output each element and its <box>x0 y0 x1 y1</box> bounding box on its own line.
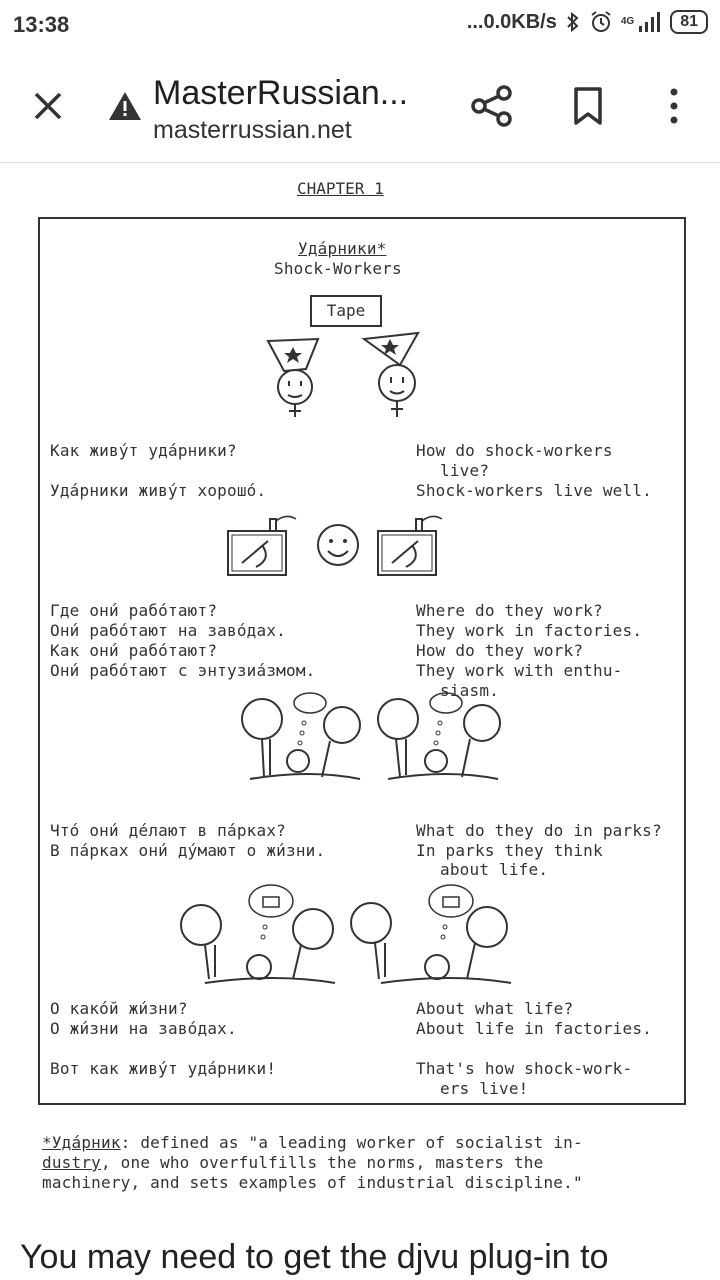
en-line-8: siasm. <box>440 681 499 700</box>
en-line-13: About life in factories. <box>416 1019 652 1038</box>
ru-line-7: Что́ они́ де́лают в па́рках? <box>50 821 286 840</box>
en-line-11: about life. <box>440 860 549 879</box>
ru-line-9: О како́й жи́зни? <box>50 999 188 1018</box>
ru-line-4: Они́ рабо́тают на заво́дах. <box>50 621 286 640</box>
signal-icon <box>638 12 662 32</box>
footnote-term: *Уда́рник <box>42 1133 121 1152</box>
network-gen: 4G <box>620 16 635 27</box>
lesson-title-ru: Уда́рники* <box>298 239 387 258</box>
status-time: 13:38 <box>13 12 70 37</box>
en-line-15: ers live! <box>440 1079 529 1098</box>
chapter-heading: CHAPTER 1 <box>297 179 384 198</box>
bluetooth-icon <box>565 11 581 33</box>
status-bar <box>0 0 720 52</box>
page-body-text: You may need to get the djvu plug-in to <box>20 1238 609 1276</box>
ru-line-10: О жи́зни на заво́дах. <box>50 1019 237 1038</box>
en-line-7: They work with enthu- <box>416 661 623 680</box>
footnote-line-2-start: dustry <box>42 1153 101 1172</box>
park-thinkers-illustration <box>230 689 510 789</box>
en-line-1: How do shock-workers <box>416 441 613 460</box>
browser-toolbar <box>0 52 720 163</box>
footnote-line-3: machinery, and sets examples of industrial discipline." <box>42 1173 583 1192</box>
net-speed: ...0.0KB/s <box>466 10 557 33</box>
warning-icon[interactable] <box>108 90 142 122</box>
footnote-line-1: : defined as "a leading worker of socialist in- <box>120 1133 583 1152</box>
share-icon[interactable] <box>470 84 514 128</box>
ru-line-1: Как живу́т уда́рники? <box>50 441 237 460</box>
en-line-4: Where do they work? <box>416 601 603 620</box>
lesson-frame <box>38 217 686 1105</box>
page-title: MasterRussian... <box>153 74 409 112</box>
en-line-3: Shock-workers live well. <box>416 481 652 500</box>
footnote <box>42 1133 692 1193</box>
en-line-14: That's how shock-work- <box>416 1059 633 1078</box>
ru-line-11: Вот как живу́т уда́рники! <box>50 1059 277 1078</box>
battery-indicator: 81 <box>670 10 708 34</box>
document-page <box>0 163 720 1233</box>
alarm-icon <box>589 10 613 34</box>
ru-line-2: Уда́рники живу́т хорошо́. <box>50 481 267 500</box>
bookmark-icon[interactable] <box>570 86 606 126</box>
tape-label: Tape <box>326 301 366 320</box>
ru-line-8: В па́рках они́ ду́мают о жи́зни. <box>50 841 326 860</box>
page-url: masterrussian.net <box>153 116 352 144</box>
tape-box <box>310 295 382 327</box>
en-line-6: How do they work? <box>416 641 584 660</box>
ru-line-6: Они́ рабо́тают с энтузиа́змом. <box>50 661 316 680</box>
ru-line-5: Как они́ рабо́тают? <box>50 641 218 660</box>
en-line-2: live? <box>440 461 490 480</box>
en-line-10: In parks they think <box>416 841 603 860</box>
lesson-title-en: Shock-Workers <box>274 259 402 278</box>
en-line-9: What do they do in parks? <box>416 821 662 840</box>
shock-workers-illustration <box>260 329 430 423</box>
factory-thoughts-illustration <box>175 879 515 989</box>
ru-line-3: Где они́ рабо́тают? <box>50 601 218 620</box>
en-line-12: About what life? <box>416 999 574 1018</box>
more-options-icon[interactable] <box>660 86 688 126</box>
hammer-sickle-illustration <box>220 501 450 581</box>
en-line-5: They work in factories. <box>416 621 643 640</box>
close-icon[interactable] <box>30 88 66 124</box>
status-icons <box>467 10 708 34</box>
footnote-line-2: , one who overfulfills the norms, masters the <box>101 1153 544 1172</box>
